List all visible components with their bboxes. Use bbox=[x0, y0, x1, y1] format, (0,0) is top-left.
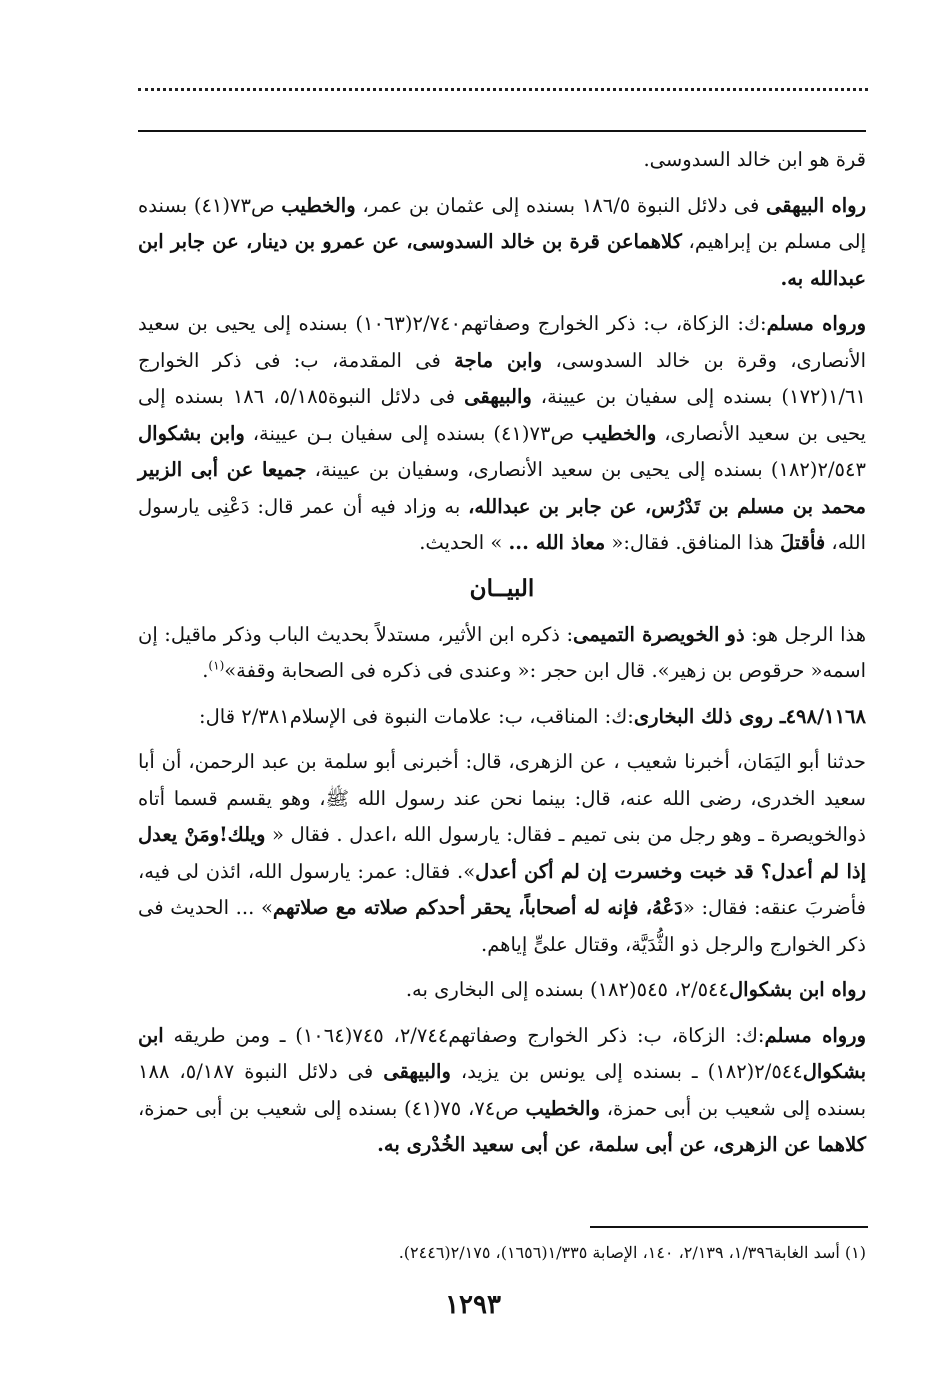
chain-text: جميعا عن أبى الزبير محمد بن مسلم بن تَدْرُس، عن جابر بن عبدالله، bbox=[138, 458, 866, 518]
source-name: والبيهقى bbox=[464, 385, 532, 408]
text-span: فى دلائل النبوة ٥/١٨٧، ١٨٨ بسنده إلى شعيب بن أبى حمزة، bbox=[138, 1060, 867, 1120]
footnote-rule bbox=[590, 1226, 868, 1228]
footnote-marker: (١) bbox=[208, 658, 225, 673]
person-name: ذو الخويصرة التميمى bbox=[573, 622, 745, 646]
paragraph-hadith bbox=[138, 744, 866, 963]
text-span: حدثنا أبو اليَمَان، أخبرنا شعيب ، عن الزهرى، قال: أخبرنى أبو سلمة بن عبد الرحمن، أن أبا سعيد الخدرى، رضى الله عنه، قال: بينما نحن عند رسول الله ﷺ، وهو يقسم قسما أتاه ذوالخويصرة ـ وهو رجل من بنى تميم ـ فقال: يارسول الله ،اعدل . فقال « bbox=[138, 750, 866, 846]
text-span: هذا المنافق. فقال:« bbox=[605, 531, 780, 554]
paragraph-intro bbox=[138, 142, 866, 179]
text-span: ٢/٥٤٤، ٥٤٥(١٨٢) بسنده إلى البخارى به. bbox=[405, 978, 729, 1001]
text-span: :ك: الزكاة، ب: ذكر الخوارج وصفاتهم٢/٧٤٠(١٠٦٣) بسنده إلى يحيى بن سعيد الأنصارى، وقرة بن خالد السدوسى، bbox=[138, 312, 867, 372]
intro-text: قرة هو ابن خالد السدوسى. bbox=[643, 148, 866, 171]
text-span: ٢/٥٤٣(١٨٢) بسنده إلى يحيى بن سعيد الأنصارى، وسفيان بن عيينة، bbox=[306, 458, 866, 481]
source-name: وابن ماجة bbox=[454, 348, 543, 372]
source-name: والخطيب bbox=[281, 193, 356, 217]
emphasis-text: فأقتلَ bbox=[779, 531, 826, 554]
source-name: ابن بشكوال bbox=[138, 1023, 867, 1083]
paragraph-muslim-2 bbox=[138, 1018, 866, 1164]
text-span: » ... الحديث فى ذكر الخوارج والرجل ذو الثُّدَيَّة، وقتال علىٍّ إياهم. bbox=[138, 896, 866, 956]
paragraph-bashkuwal bbox=[138, 972, 866, 1009]
text-span: ». فقال: عمر: يارسول الله، ائذن لى فيه، فأضربَ عنقه: فقال: « bbox=[138, 859, 866, 919]
paragraph-explanation bbox=[138, 617, 866, 690]
paragraph-bukhari-heading bbox=[138, 699, 866, 736]
text-span: :ك: الزكاة، ب: ذكر الخوارج وصفاتهم٢/٧٤٤، ٧٤٥(١٠٦٤) ـ ومن طريقه bbox=[163, 1023, 765, 1047]
text-span: هذا الرجل هو: bbox=[744, 622, 867, 646]
source-name: ورواه مسلم bbox=[766, 312, 867, 335]
header-dotted-line bbox=[138, 88, 868, 91]
text-span: . bbox=[202, 659, 209, 682]
text-span: ص٧٣(٤١) بسنده إلى مسلم بن إبراهيم، bbox=[138, 193, 866, 253]
emphasis-text: معاذ الله ... bbox=[508, 531, 606, 554]
source-name: وابن بشكوال bbox=[138, 421, 245, 445]
main-text bbox=[138, 142, 866, 1173]
source-name: رواه ابن بشكوال bbox=[729, 978, 866, 1001]
header-rule bbox=[138, 130, 866, 132]
text-span: » الحديث. bbox=[419, 531, 509, 554]
text-span: ٢/٥٤٤(١٨٢) ـ بسنده إلى يونس بن يزيد، bbox=[450, 1060, 803, 1083]
source-name: ورواه مسلم bbox=[764, 1023, 866, 1047]
source-name: رواه البيهقى bbox=[766, 193, 866, 217]
text-span: فى المقدمة، ب: فى ذكر الخوارج ١/٦١(١٧٢) بسنده إلى سفيان بن عيينة، bbox=[138, 348, 867, 408]
text-span: : ذكره ابن الأثير، مستدلاً بحديث الباب وذكر ماقيل: إن اسمه« حرقوص بن زهير». قال ابن حجر :« وعندى فى ذكره فى الصحابة وقفة» bbox=[138, 622, 866, 682]
text-span: به وزاد فيه أن عمر قال: دَعْنِى يارسول الله، bbox=[138, 494, 866, 554]
quote-text: دَعْهُ، فإنه له أصحاباً، يحقر أحدكم صلاته مع صلاتهم bbox=[272, 896, 683, 919]
source-name: والبيهقى bbox=[383, 1060, 451, 1083]
hadith-number: ٤٩٨/١١٦٨ـ روى ذلك البخارى bbox=[633, 704, 866, 728]
text-span: فى دلائل النبوة ١٨٦/٥ بسنده إلى عثمان بن عمر، bbox=[355, 193, 767, 217]
paragraph-bayhaqi bbox=[138, 188, 866, 298]
paragraph-muslim bbox=[138, 306, 866, 562]
source-name: والخطيب bbox=[581, 421, 657, 445]
chain-text: كلاهماعن قرة بن خالد السدوسى، عن عمرو بن دينار، عن جابر ابن عبدالله به. bbox=[138, 230, 866, 290]
text-span: فى دلائل النبوة٥/١٨٥، ١٨٦ بسنده إلى يحيى بن سعيد الأنصارى، bbox=[138, 385, 866, 445]
text-span: ص٧٤، ٧٥(٤١) بسنده إلى شعيب بن أبى حمزة، bbox=[138, 1096, 526, 1120]
text-span: :ك: المناقب، ب: علامات النبوة فى الإسلام٢/٣٨١ قال: bbox=[199, 704, 634, 728]
footnote: (١) أسد الغابة١/٣٩٦، ٢/١٣٩، ١٤٠، الإصابة ١/٣٣٥(١٦٥٦)، ٢/١٧٥(٢٤٤٦). bbox=[398, 1243, 866, 1262]
source-name: والخطيب bbox=[525, 1096, 600, 1120]
section-heading: البيــان bbox=[469, 574, 535, 602]
quote-text: ويلك!ومَنْ يعدل إذا لم أعدل؟ قد خبت وخسرت إن لم أكن أعدل bbox=[138, 823, 866, 883]
page-number: ١٢٩٣ bbox=[445, 1290, 501, 1320]
chain-text: كلاهما عن الزهرى، عن أبى سلمة، عن أبى سعيد الخُدْرى به. bbox=[377, 1133, 866, 1156]
text-span: ص٧٣(٤١) بسنده إلى سفيان بـن عيينة، bbox=[244, 421, 582, 445]
